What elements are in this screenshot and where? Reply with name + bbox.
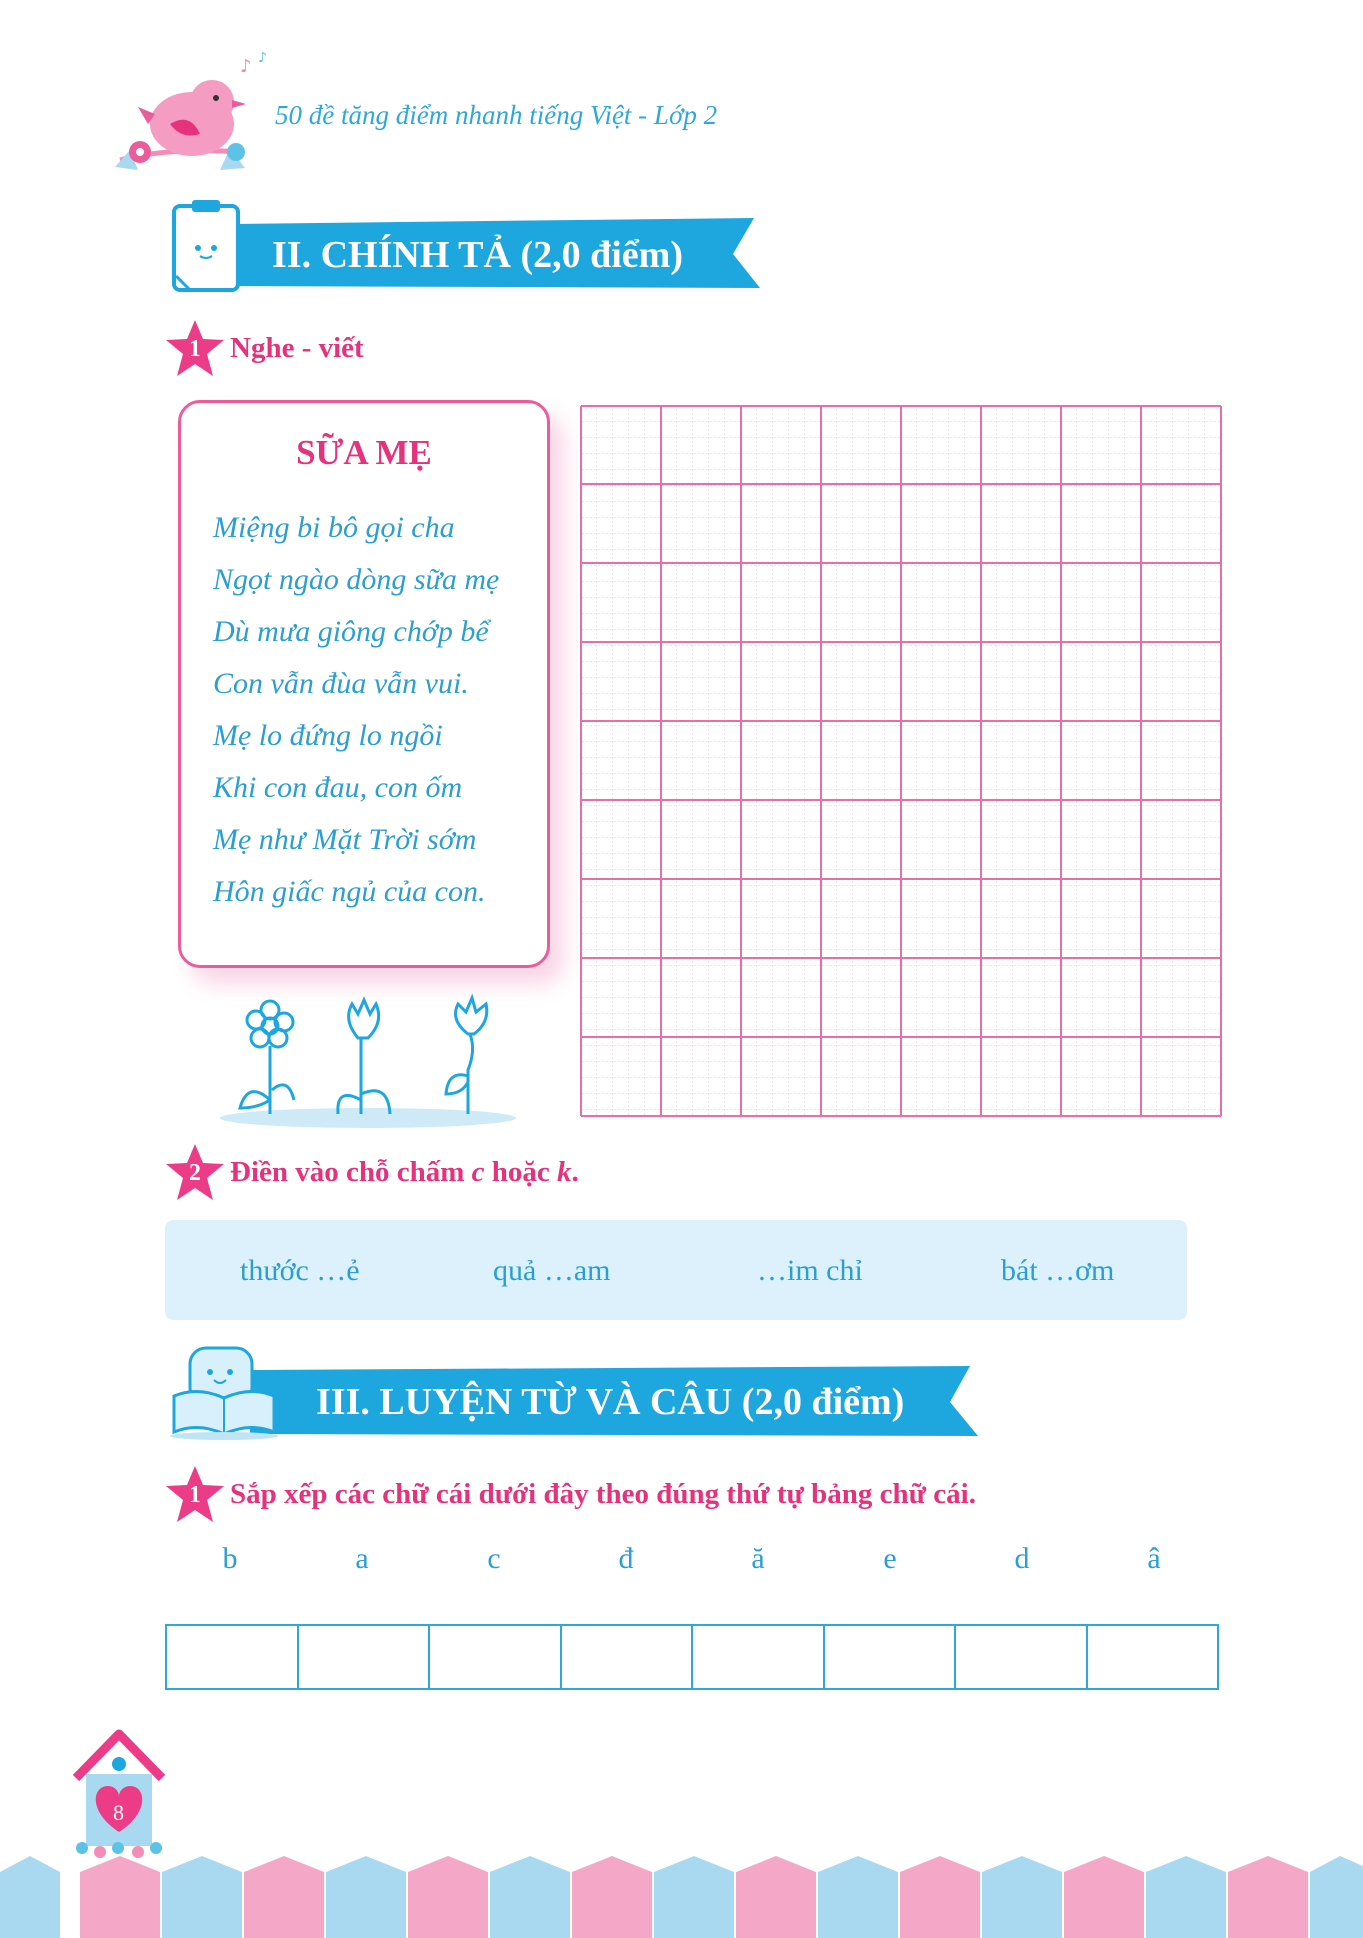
question-3-heading bbox=[164, 1464, 976, 1524]
answer-cell[interactable] bbox=[956, 1626, 1088, 1688]
poem-line: Dù mưa giông chớp bể bbox=[213, 615, 489, 648]
alphabet-letter: ă bbox=[751, 1542, 765, 1575]
poem-line: Khi con đau, con ốm bbox=[213, 771, 463, 804]
book-title: 50 đề tăng điểm nhanh tiếng Việt - Lớp 2 bbox=[275, 100, 718, 130]
section-2-title: II. CHÍNH TẢ (2,0 điểm) bbox=[272, 234, 683, 276]
poem-line: Miệng bi bô gọi cha bbox=[213, 511, 455, 544]
question-text-part: . bbox=[571, 1155, 579, 1188]
answer-row bbox=[165, 1624, 1219, 1690]
section-2-banner bbox=[168, 214, 760, 296]
alphabet-letter: đ bbox=[618, 1542, 634, 1575]
poem-line: Mẹ như Mặt Trời sớm bbox=[213, 823, 477, 856]
fill-item[interactable]: thước …ẻ bbox=[240, 1254, 360, 1287]
fill-item[interactable]: bát …ơm bbox=[1001, 1254, 1115, 1287]
svg-text:♪: ♪ bbox=[240, 56, 252, 77]
clipboard-icon bbox=[168, 196, 246, 296]
poem-title: SỮA MẸ bbox=[296, 433, 432, 472]
question-text bbox=[230, 1156, 579, 1189]
alphabet-letter: b bbox=[222, 1542, 238, 1575]
question-text: Sắp xếp các chữ cái dưới đây theo đúng thứ tự bảng chữ cái. bbox=[230, 1477, 976, 1510]
question-1-heading bbox=[164, 318, 364, 378]
birdhouse-icon bbox=[68, 1728, 170, 1860]
flowers-illustration-icon bbox=[218, 990, 518, 1130]
fill-item[interactable]: …im chỉ bbox=[757, 1254, 863, 1287]
letter-c: c bbox=[471, 1155, 485, 1188]
star-number-badge bbox=[164, 1464, 226, 1524]
poem-line: Hôn giấc ngủ của con. bbox=[213, 875, 486, 908]
question-text-part: hoặc bbox=[484, 1155, 558, 1188]
alphabet-letter: c bbox=[487, 1542, 501, 1575]
fill-in-box bbox=[165, 1220, 1187, 1320]
star-number-badge bbox=[164, 318, 226, 378]
section-3-banner bbox=[170, 1364, 978, 1440]
question-number: 2 bbox=[189, 1160, 201, 1186]
question-2-heading bbox=[164, 1142, 579, 1202]
poem-line: Con vẫn đùa vẫn vui. bbox=[213, 667, 469, 700]
poem-box bbox=[178, 400, 550, 968]
letter-k: k bbox=[557, 1155, 572, 1188]
answer-cell[interactable] bbox=[693, 1626, 825, 1688]
writing-grid[interactable] bbox=[580, 405, 1222, 1117]
book-character-icon bbox=[168, 1340, 286, 1440]
poem-line: Mẹ lo đứng lo ngồi bbox=[213, 719, 443, 752]
poem-line: Ngọt ngào dòng sữa mẹ bbox=[213, 563, 500, 596]
answer-cell[interactable] bbox=[562, 1626, 694, 1688]
alphabet-letter: e bbox=[883, 1542, 897, 1575]
answer-cell[interactable] bbox=[299, 1626, 431, 1688]
answer-cell[interactable] bbox=[167, 1626, 299, 1688]
question-text: Nghe - viết bbox=[230, 331, 364, 364]
fill-item[interactable]: quả …am bbox=[493, 1254, 611, 1287]
answer-cell[interactable] bbox=[430, 1626, 562, 1688]
alphabet-letter: â bbox=[1147, 1542, 1161, 1575]
answer-cell[interactable] bbox=[1088, 1626, 1218, 1688]
answer-cell[interactable] bbox=[825, 1626, 957, 1688]
section-3-title: III. LUYỆN TỪ VÀ CÂU (2,0 điểm) bbox=[316, 1381, 905, 1423]
fence-decoration bbox=[0, 1852, 1363, 1938]
page-number: 8 bbox=[113, 1800, 124, 1825]
alphabet-letter: d bbox=[1014, 1542, 1030, 1575]
question-number: 1 bbox=[189, 336, 201, 362]
question-text-part: Điền vào chỗ chấm bbox=[230, 1155, 472, 1188]
star-number-badge bbox=[164, 1142, 226, 1202]
alphabet-letter: a bbox=[355, 1542, 369, 1575]
svg-text:♪: ♪ bbox=[258, 52, 267, 66]
question-number: 1 bbox=[189, 1482, 201, 1508]
bird-decoration-icon bbox=[100, 52, 270, 192]
